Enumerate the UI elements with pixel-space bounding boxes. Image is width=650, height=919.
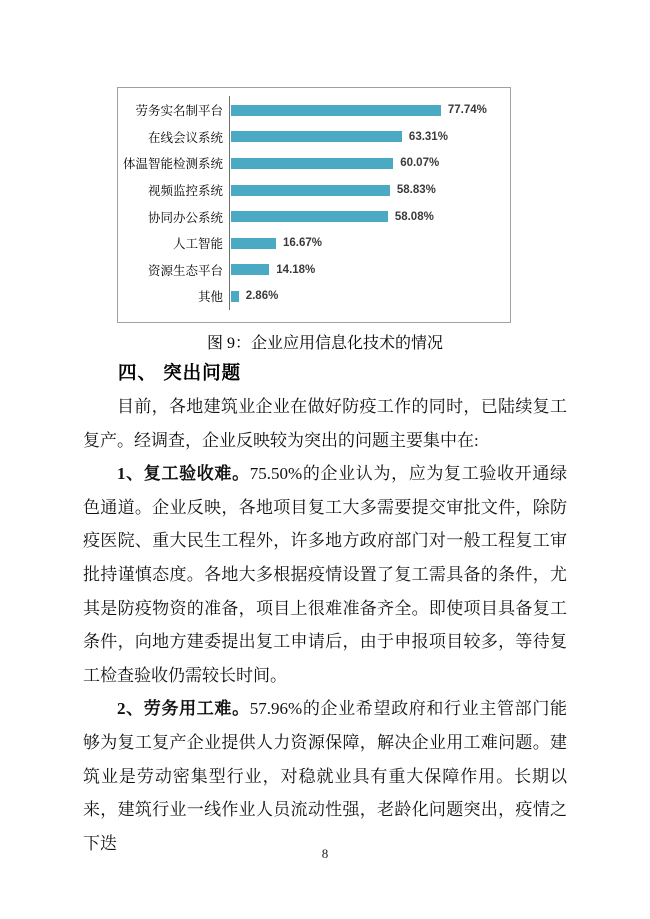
chart-category-label: 劳务实名制平台	[135, 104, 223, 119]
chart-row	[118, 230, 510, 257]
chart-bar	[231, 131, 402, 142]
figure-caption: 图 9：企业应用信息化技术的情况	[206, 335, 443, 352]
problem-1-lead: 1、复工验收难。	[117, 464, 250, 484]
chart-data-label: 77.74%	[447, 104, 487, 117]
chart-bar	[231, 238, 276, 249]
chart-row	[118, 203, 510, 230]
chart-row	[118, 257, 510, 284]
chart-category-label: 体温智能检测系统	[122, 157, 223, 172]
chart-bar	[231, 264, 269, 275]
section-heading: 四、 突出问题	[118, 362, 242, 383]
chart-data-label: 58.83%	[396, 184, 436, 197]
chart-category-label: 视频监控系统	[147, 184, 223, 199]
problem-2-text: 57.96%的企业希望政府和行业主管部门能够为复工复产企业提供人力资源保障，解决企业用工难问题。建筑业是劳动密集型行业，对稳就业具有重大保障作用。长期以来，建筑行业一线作业人员流动性强，老龄化问题突出，疫情之下迭	[83, 699, 567, 853]
chart-bar	[231, 185, 390, 196]
chart-row	[118, 97, 510, 124]
bar-chart	[117, 87, 511, 323]
chart-category-label: 协同办公系统	[147, 210, 223, 225]
chart-data-label: 60.07%	[400, 157, 440, 170]
chart-bar	[231, 105, 441, 116]
body-text	[83, 390, 567, 860]
chart-data-label: 2.86%	[245, 290, 279, 303]
chart-category-label: 人工智能	[172, 237, 223, 252]
chart-row	[118, 177, 510, 204]
problem-1-text: 75.50%的企业认为，应为复工验收开通绿色通道。企业反映，各地项目复工大多需要提交审批文件，除防疫医院、重大民生工程外，许多地方政府部门对一般工程复工审批持谨慎态度。各地大多根据疫情设置了复工需具备的条件，尤其是防疫物资的准备，项目上很难准备齐全。即使项目具备复工条件，向地方建委提出复工申请后，由于申报项目较多，等待复工检查验收仍需较长时间。	[83, 464, 567, 685]
chart-data-label: 58.08%	[394, 210, 434, 223]
chart-category-label: 在线会议系统	[147, 130, 223, 145]
chart-bar	[231, 158, 393, 169]
chart-bar	[231, 291, 239, 302]
chart-row	[118, 283, 510, 310]
chart-category-label: 资源生态平台	[147, 263, 223, 278]
chart-category-label: 其他	[197, 290, 223, 305]
chart-data-label: 14.18%	[276, 263, 316, 276]
chart-row	[118, 124, 510, 151]
chart-data-label: 16.67%	[283, 237, 323, 250]
intro-paragraph: 目前，各地建筑业企业在做好防疫工作的同时，已陆续复工复产。经调查，企业反映较为突出的问题主要集中在:	[83, 397, 567, 450]
problem-paragraph-2	[83, 692, 567, 860]
chart-plot	[118, 97, 510, 313]
problem-paragraph-1	[83, 457, 567, 692]
chart-row	[118, 150, 510, 177]
page-number: 8	[321, 846, 329, 861]
chart-bar	[231, 211, 388, 222]
problem-2-lead: 2、劳务用工难。	[117, 699, 250, 719]
chart-data-label: 63.31%	[408, 130, 448, 143]
